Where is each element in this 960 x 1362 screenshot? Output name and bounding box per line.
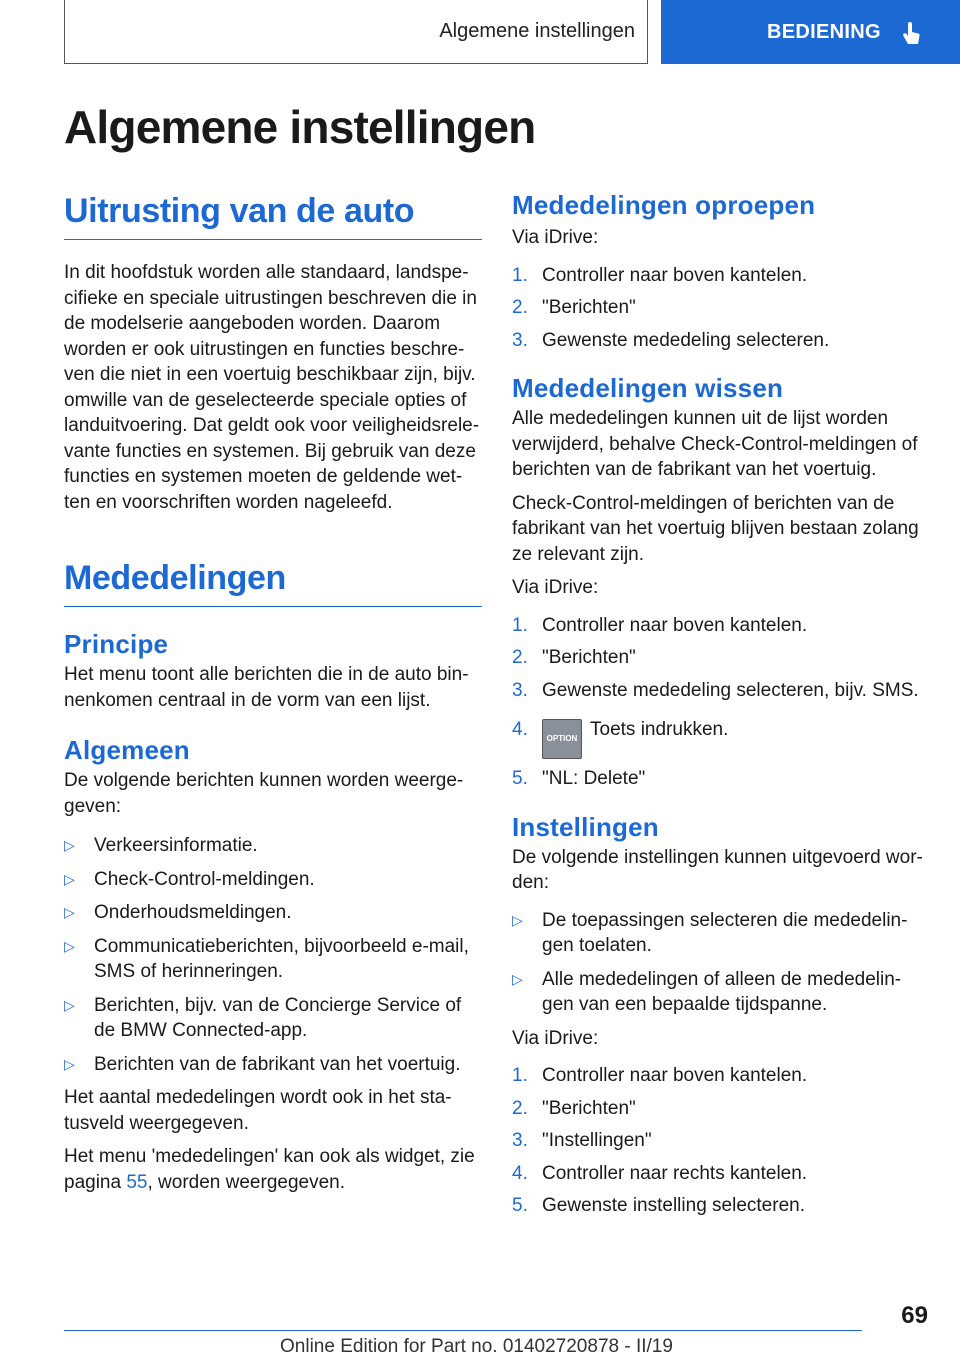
instellingen-paragraph: De volgende instellingen kunnen uitgevoerd wor-den: [512, 846, 923, 893]
list-item-text: Check-Control-meldingen. [94, 868, 315, 890]
list-item [64, 833, 482, 859]
step-number: 4. [512, 1162, 528, 1184]
step-text: Gewenste mededeling selecteren. [542, 329, 830, 351]
list-item-text: Onderhoudsmeldingen. [94, 902, 292, 923]
step-number: 5. [512, 768, 528, 789]
step-item [512, 1063, 930, 1089]
algemeen-paragraph: De volgende berichten kunnen worden weerge-geven: [64, 770, 464, 817]
list-item-text: Berichten van de fabrikant van het voertuig. [94, 1053, 461, 1075]
list-item-text: Alle mededelingen of alleen de mededelin-gen van een bepaalde tijdspanne. [542, 968, 902, 1015]
step-item [512, 613, 930, 639]
heading-oproepen: Mededelingen oproepen [512, 190, 816, 220]
via-idrive-label: Via iDrive: [512, 1027, 599, 1049]
list-item [512, 908, 930, 959]
step-text: "Berichten" [542, 647, 636, 668]
heading-algemeen: Algemeen [64, 735, 190, 765]
list-item-text: De toepassingen selecteren die mededelin-gen toelaten. [542, 909, 908, 956]
bullet-triangle-icon: ▷ [64, 837, 75, 853]
header-chapter-tab[interactable] [661, 0, 960, 64]
header-chapter-label: BEDIENING [767, 20, 881, 43]
step-number: 3. [512, 679, 528, 701]
bullet-triangle-icon: ▷ [64, 870, 75, 887]
wissen-paragraph-2: Check-Control-meldingen of berichten van de fabrikant van het voertuig blijven bestaan zolang ze relevant zijn. [512, 492, 919, 565]
step-text: Controller naar boven kantelen. [542, 264, 808, 286]
bullet-triangle-icon: ▷ [64, 904, 75, 920]
list-item-text: Communicatieberichten, bijvoorbeeld e-mail, SMS of herinneringen. [94, 935, 469, 982]
step-item [512, 263, 930, 289]
step-number: 1. [512, 614, 528, 636]
heading-uitrusting: Uitrusting van de auto [64, 192, 482, 240]
step-item [512, 717, 930, 759]
list-item [64, 867, 482, 893]
footer-edition-note: Online Edition for Part no. 01402720878 - II/19 [280, 1336, 673, 1357]
left-column [64, 180, 482, 1195]
footer-divider [64, 1330, 862, 1331]
list-item [64, 900, 482, 926]
step-item [512, 1161, 930, 1187]
page-link[interactable]: 55 [126, 1171, 148, 1193]
step-item [512, 295, 930, 321]
instellingen-list [512, 908, 930, 1018]
step-text: Controller naar rechts kantelen. [542, 1162, 808, 1184]
intro-paragraph: In dit hoofdstuk worden alle standaard, landspe-cifieke en speciale uitrustingen beschreven die in de modelserie aangeboden worden. Daarom worden er ook uitrustingen en functies beschre-ven die niet in een voertuig beschikbaar zijn, bijv. omwille van de geselecteerde speciale opties of landuitvoering. Dat geldt ook voor veiligheidsrele-vante functies en systemen. Bij gebruik van deze functies en systemen moeten de geldende wet-ten en voorschriften worden nageleefd. [64, 262, 480, 513]
status-paragraph: Het aantal mededelingen wordt ook in het sta-tusveld weergegeven. [64, 1087, 452, 1134]
header-section-title [64, 0, 648, 64]
right-column [512, 190, 930, 1226]
widget-paragraph [64, 1144, 482, 1195]
list-item [64, 993, 482, 1044]
bullet-triangle-icon: ▷ [64, 996, 75, 1013]
step-item [512, 766, 930, 792]
page-title: Algemene instellingen [64, 101, 536, 153]
step-item [512, 328, 930, 354]
step-number: 2. [512, 1097, 528, 1119]
step-text: "NL: Delete" [542, 768, 646, 789]
message-types-list [64, 833, 482, 1077]
step-text: Toets indrukken. [590, 719, 729, 740]
bullet-triangle-icon: ▷ [64, 1055, 75, 1072]
heading-mededelingen: Mededelingen [64, 559, 482, 607]
bullet-triangle-icon: ▷ [512, 911, 523, 928]
step-text: Controller naar boven kantelen. [542, 614, 808, 636]
widget-text-post: , worden weergegeven. [147, 1171, 345, 1193]
steps-oproepen [512, 263, 930, 354]
hand-pointer-icon [902, 22, 922, 46]
step-number: 5. [512, 1195, 528, 1216]
step-item [512, 1096, 930, 1122]
step-number: 2. [512, 647, 528, 668]
list-item [512, 967, 930, 1018]
bullet-triangle-icon: ▷ [512, 970, 523, 987]
step-text: Controller naar boven kantelen. [542, 1065, 808, 1086]
step-text: "Instellingen" [542, 1130, 652, 1151]
heading-wissen: Mededelingen wissen [512, 373, 784, 403]
step-number: 1. [512, 1065, 528, 1086]
widget-text-pre: Het menu 'mededelingen' kan ook als widget, zie pagina [64, 1146, 475, 1193]
step-item [512, 678, 930, 704]
wissen-paragraph-1: Alle mededelingen kunnen uit de lijst worden verwijderd, behalve Check-Control-meldingen of berichten van de fabrikant van het voertuig. [512, 408, 918, 480]
via-idrive-label: Via iDrive: [512, 227, 599, 248]
steps-wissen [512, 613, 930, 792]
step-number: 3. [512, 329, 528, 351]
principe-paragraph: Het menu toont alle berichten die in de auto bin-nenkomen centraal in de vorm van een lijst. [64, 664, 469, 711]
list-item [64, 934, 482, 985]
step-item [512, 645, 930, 671]
step-number: 3. [512, 1130, 528, 1151]
step-item [512, 1193, 930, 1219]
list-item [64, 1052, 482, 1078]
step-text: "Berichten" [542, 1097, 636, 1119]
step-text: Gewenste mededeling selecteren, bijv. SMS. [542, 679, 919, 701]
option-button-icon: OPTION [542, 719, 582, 759]
heading-instellingen: Instellingen [512, 811, 659, 842]
step-number: 4. [512, 719, 528, 740]
step-item [512, 1128, 930, 1154]
list-item-text: Verkeersinformatie. [94, 835, 258, 856]
page-number: 69 [901, 1302, 928, 1329]
step-number: 2. [512, 297, 528, 318]
via-idrive-label: Via iDrive: [512, 577, 599, 598]
header-section-label: Algemene instellingen [439, 20, 635, 42]
bullet-triangle-icon: ▷ [64, 937, 75, 954]
steps-instellingen [512, 1063, 930, 1219]
heading-principe: Principe [64, 629, 169, 659]
step-number: 1. [512, 264, 528, 286]
step-text: "Berichten" [542, 297, 636, 318]
step-text: Gewenste instelling selecteren. [542, 1195, 805, 1216]
list-item-text: Berichten, bijv. van de Concierge Service of de BMW Connected-app. [94, 994, 462, 1041]
